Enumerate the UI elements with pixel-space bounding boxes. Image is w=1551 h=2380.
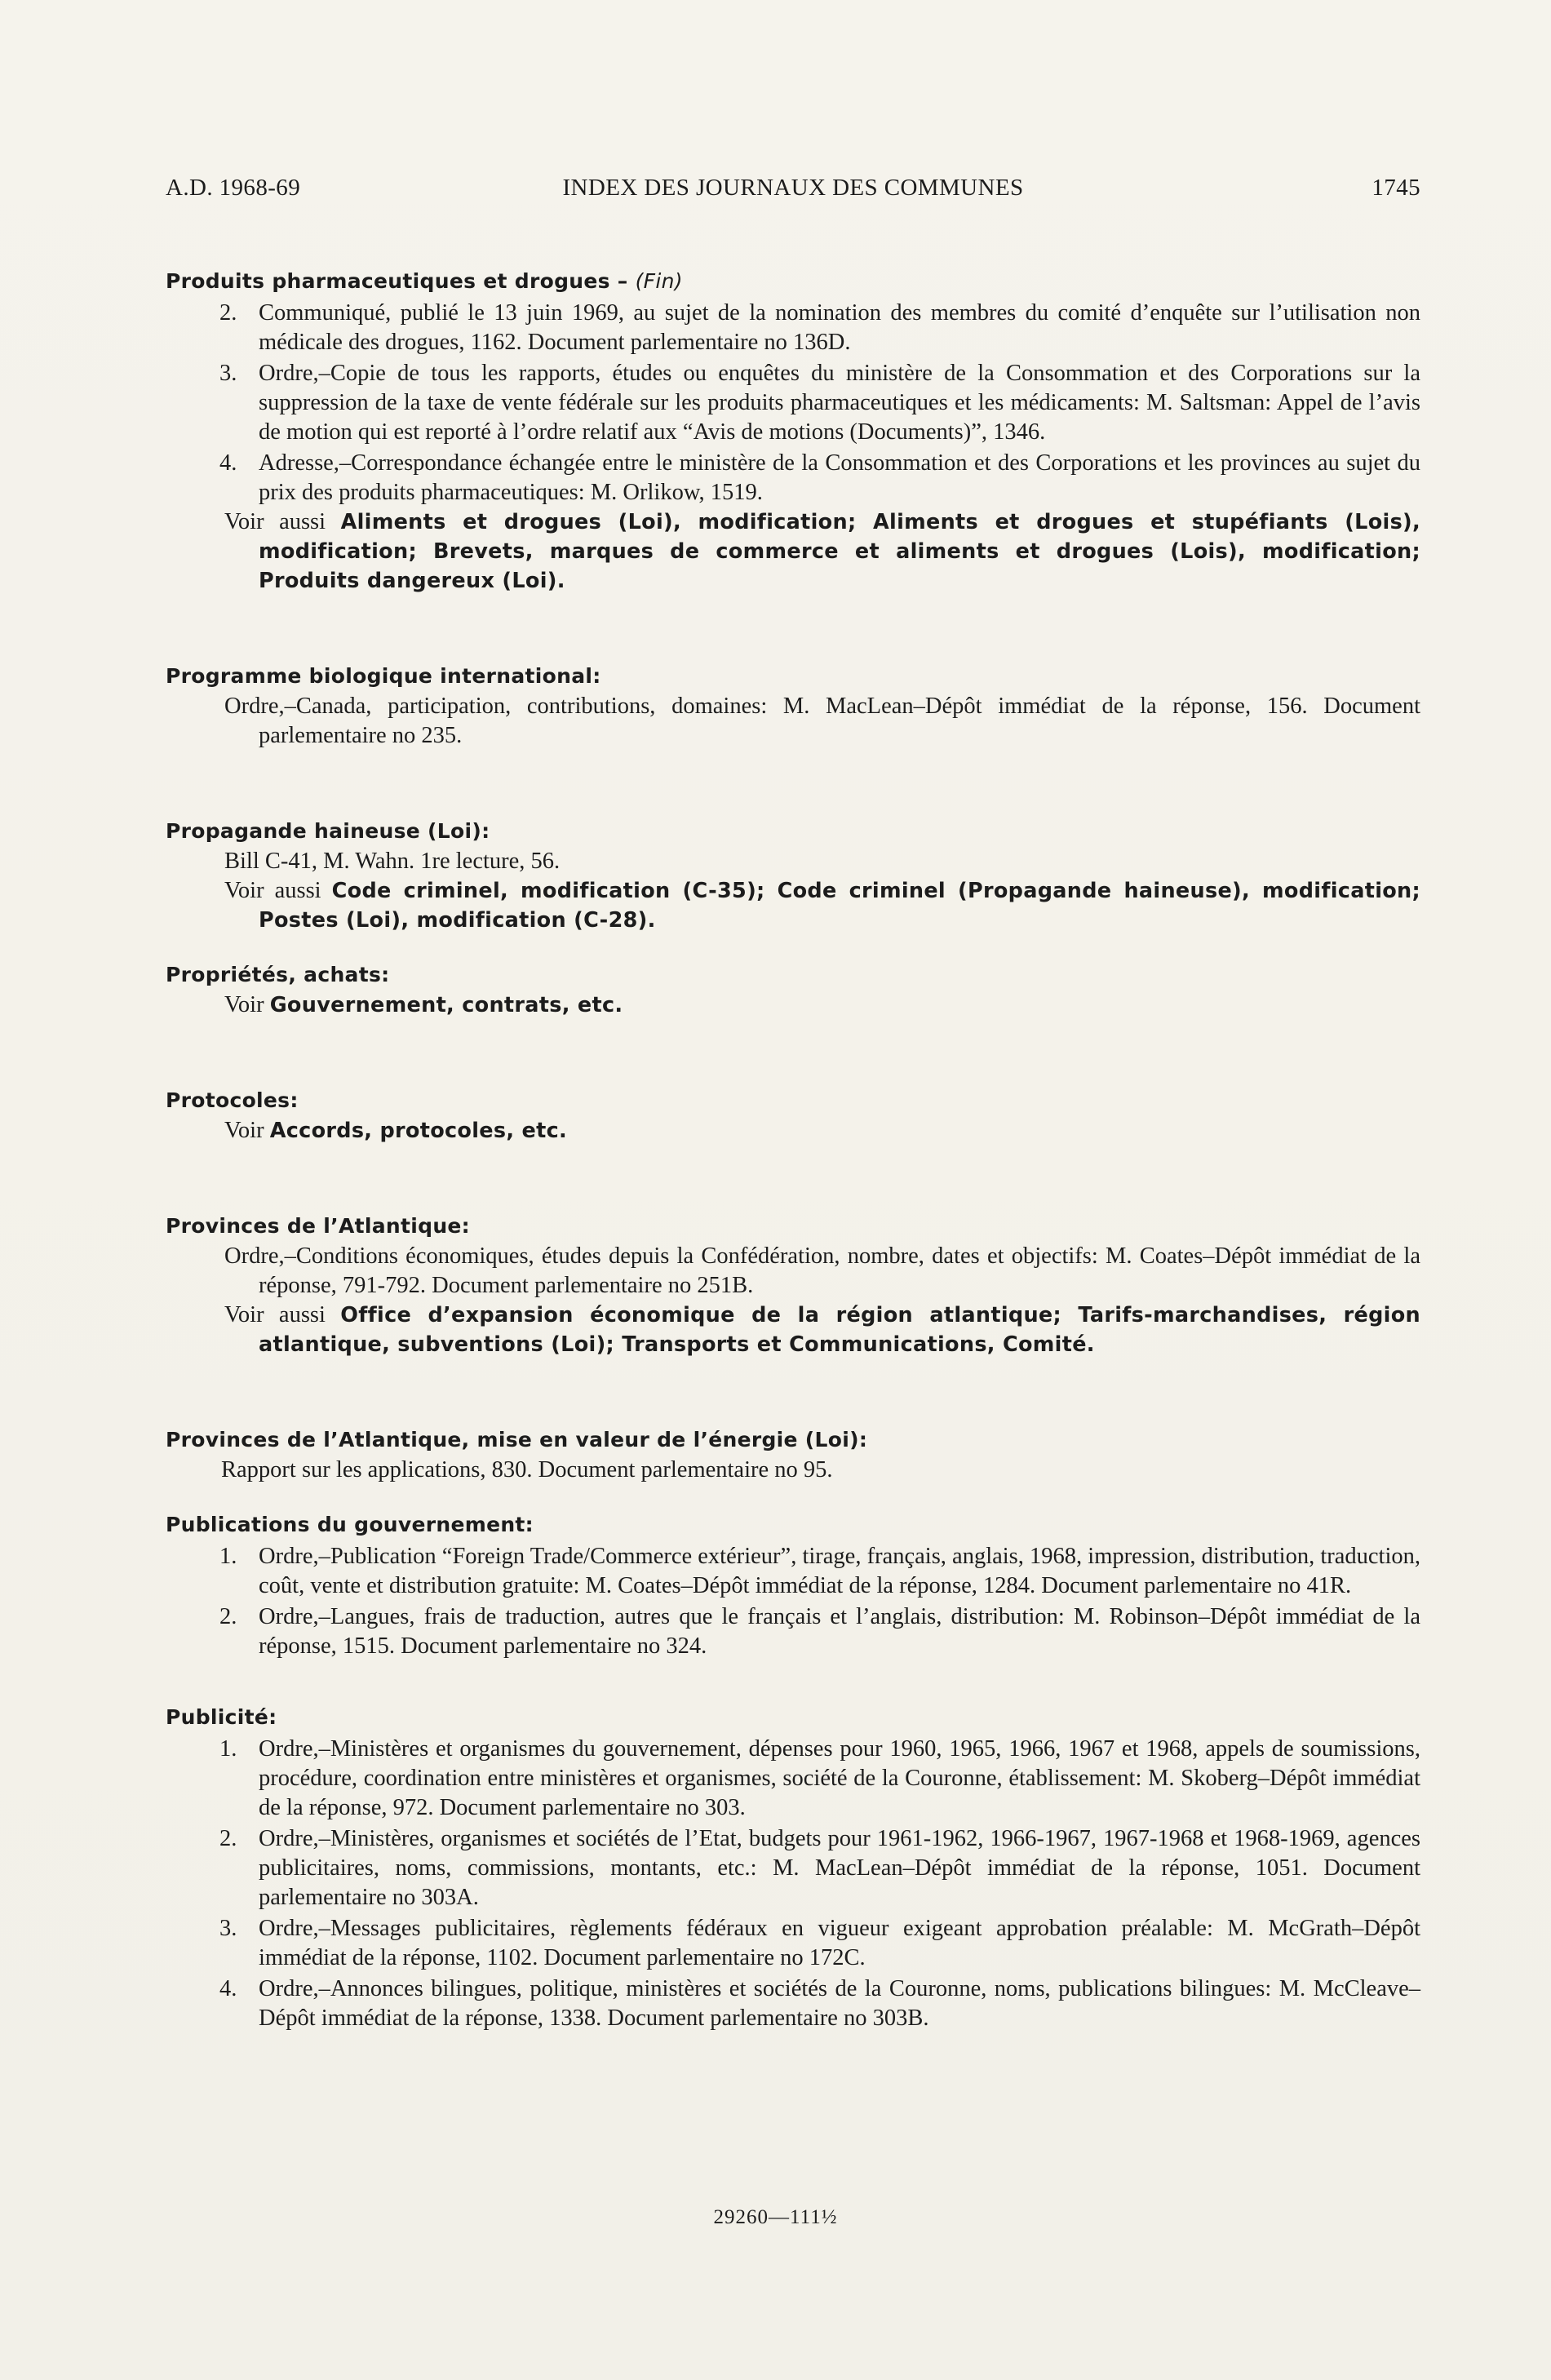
see-also-label: Voir aussi xyxy=(224,878,332,903)
entry-line: Ordre,–Canada, participation, contributions, domaines: M. MacLean–Dépôt immédiat de la réponse, 156. Document parlementaire no 235. xyxy=(224,694,1420,748)
running-head-title: INDEX DES JOURNAUX DES COMMUNES xyxy=(562,175,1024,201)
index-entry-programme-biologique xyxy=(166,661,1420,751)
index-entry-proprietes-achats xyxy=(166,960,1420,1020)
index-entry-produits-pharmaceutiques xyxy=(166,266,1420,596)
see-also-refs: Code criminel, modification (C-35); Code criminel (Propagande haineuse), modification; Postes (Loi), modification (C-28). xyxy=(259,879,1420,933)
see-also-refs: Gouvernement, contrats, etc. xyxy=(269,993,623,1017)
entry-heading: Produits pharmaceutiques et drogues – (Fin) xyxy=(166,269,683,293)
list-item xyxy=(166,1602,1420,1661)
item-text: Ordre,–Ministères et organismes du gouvernement, dépenses pour 1960, 1965, 1966, 1967 et 1968, appels de soumissions, procédure, coordination entre ministères et organismes, société de la Couronne, établissement: M. Skoberg–Dépôt immédiat de la réponse, 972. Document parlementaire no 303. xyxy=(259,1736,1420,1820)
index-entry-energie-atlantique xyxy=(166,1425,1420,1485)
item-text: Ordre,–Publication “Foreign Trade/Commerce extérieur”, tirage, français, anglais, 1968, impression, distribution, traduction, coût, vente et distribution gratuite: M. Coates–Dépôt immédiat de la réponse, 1284. Document parlementaire no 41R. xyxy=(259,1544,1420,1598)
entry-heading: Propagande haineuse (Loi): xyxy=(166,819,490,843)
see-also-label: Voir xyxy=(224,992,270,1017)
see-also-refs: Aliments et drogues (Loi), modification; Aliments et drogues et stupéfiants (Lois), modification; Brevets, marques de commerce et aliments et drogues (Lois), modification; Produits dangereux (Loi). xyxy=(259,510,1420,593)
running-head-years: A.D. 1968-69 xyxy=(166,175,301,201)
index-entry-publications xyxy=(166,1509,1420,1661)
entry-heading: Provinces de l’Atlantique, mise en valeur de l’énergie (Loi): xyxy=(166,1428,868,1451)
item-text: Adresse,–Correspondance échangée entre le ministère de la Consommation et des Corporations et les provinces au sujet du prix des produits pharmaceutiques: M. Orlikow, 1519. xyxy=(259,450,1420,505)
entry-line: Bill C-41, M. Wahn. 1re lecture, 56. xyxy=(224,849,561,874)
entry-heading: Protocoles: xyxy=(166,1088,299,1112)
see-also xyxy=(166,1301,1420,1359)
see-also xyxy=(166,876,1420,935)
index-entry-propagande-haineuse xyxy=(166,816,1420,935)
entry-heading-suffix: (Fin) xyxy=(635,269,683,293)
item-number: 1. xyxy=(219,1736,237,1762)
list-item xyxy=(166,299,1420,357)
item-number: 3. xyxy=(219,361,237,386)
item-text: Ordre,–Ministères, organismes et sociétés de l’Etat, budgets pour 1961-1962, 1966-1967, 1967-1968 et 1968-1969, agences publicitaires, noms, commissions, montants, etc.: M. MacLean–Dépôt immédiat de la réponse, 1051. Document parlementaire no 303A. xyxy=(259,1826,1420,1910)
see-also-label: Voir xyxy=(224,1118,270,1143)
list-item xyxy=(166,1542,1420,1601)
item-number: 1. xyxy=(219,1544,237,1569)
list-item xyxy=(166,1824,1420,1912)
item-text: Ordre,–Langues, frais de traduction, autres que le français et l’anglais, distribution: M. Robinson–Dépôt immédiat de la réponse, 1515. Document parlementaire no 324. xyxy=(259,1604,1420,1659)
list-item xyxy=(166,449,1420,507)
item-text: Ordre,–Annonces bilingues, politique, ministères et sociétés de la Couronne, noms, publications bilingues: M. McCleave–Dépôt immédiat de la réponse, 1338. Document parlementaire no 303B. xyxy=(259,1976,1420,2031)
see-also xyxy=(166,1116,1420,1146)
printer-signature: 29260—111½ xyxy=(713,2206,838,2228)
see-also-label: Voir aussi xyxy=(224,509,341,534)
entry-heading: Programme biologique international: xyxy=(166,664,601,688)
see-also xyxy=(166,507,1420,596)
index-entry-protocoles xyxy=(166,1085,1420,1146)
item-number: 4. xyxy=(219,1976,237,2001)
item-text: Ordre,–Messages publicitaires, règlements fédéraux en vigueur exigeant approbation préalable: M. McGrath–Dépôt immédiat de la réponse, 1102. Document parlementaire no 172C. xyxy=(259,1916,1420,1970)
index-entry-publicite xyxy=(166,1702,1420,2033)
list-item xyxy=(166,359,1420,447)
item-number: 2. xyxy=(219,1826,237,1851)
see-also-refs: Accords, protocoles, etc. xyxy=(269,1119,568,1143)
entry-line: Ordre,–Conditions économiques, études depuis la Confédération, nombre, dates et objectifs: M. Coates–Dépôt immédiat de la réponse, 791-792. Document parlementaire no 251B. xyxy=(224,1243,1420,1298)
list-item xyxy=(166,1914,1420,1973)
entry-heading: Propriétés, achats: xyxy=(166,963,390,986)
see-also-label: Voir aussi xyxy=(224,1302,341,1327)
index-content xyxy=(166,266,1420,2033)
see-also xyxy=(166,991,1420,1020)
list-item xyxy=(166,1974,1420,2033)
entry-heading: Provinces de l’Atlantique: xyxy=(166,1214,470,1238)
entry-heading: Publicité: xyxy=(166,1705,277,1729)
page-number: 1745 xyxy=(1372,175,1420,201)
item-number: 2. xyxy=(219,300,237,326)
see-also-refs: Office d’expansion économique de la région atlantique; Tarifs-marchandises, région atlantique, subventions (Loi); Transports et Communications, Comité. xyxy=(259,1303,1420,1357)
item-text: Communiqué, publié le 13 juin 1969, au sujet de la nomination des membres du comité d’enquête sur l’utilisation non médicale des drogues, 1162. Document parlementaire no 136D. xyxy=(259,300,1420,355)
item-text: Ordre,–Copie de tous les rapports, études ou enquêtes du ministère de la Consommation et des Corporations sur la suppression de la taxe de vente fédérale sur les produits pharmaceutiques et les médicaments: M. Saltsman: Appel de l’avis de motion qui est reporté à l’ordre relatif aux “Avis de motions (Documents)”, 1346. xyxy=(259,361,1420,445)
list-item xyxy=(166,1735,1420,1823)
item-number: 2. xyxy=(219,1604,237,1629)
index-entry-provinces-atlantique xyxy=(166,1211,1420,1359)
entry-heading: Publications du gouvernement: xyxy=(166,1513,534,1536)
entry-line: Rapport sur les applications, 830. Document parlementaire no 95. xyxy=(221,1457,833,1483)
item-number: 3. xyxy=(219,1916,237,1941)
item-number: 4. xyxy=(219,450,237,476)
